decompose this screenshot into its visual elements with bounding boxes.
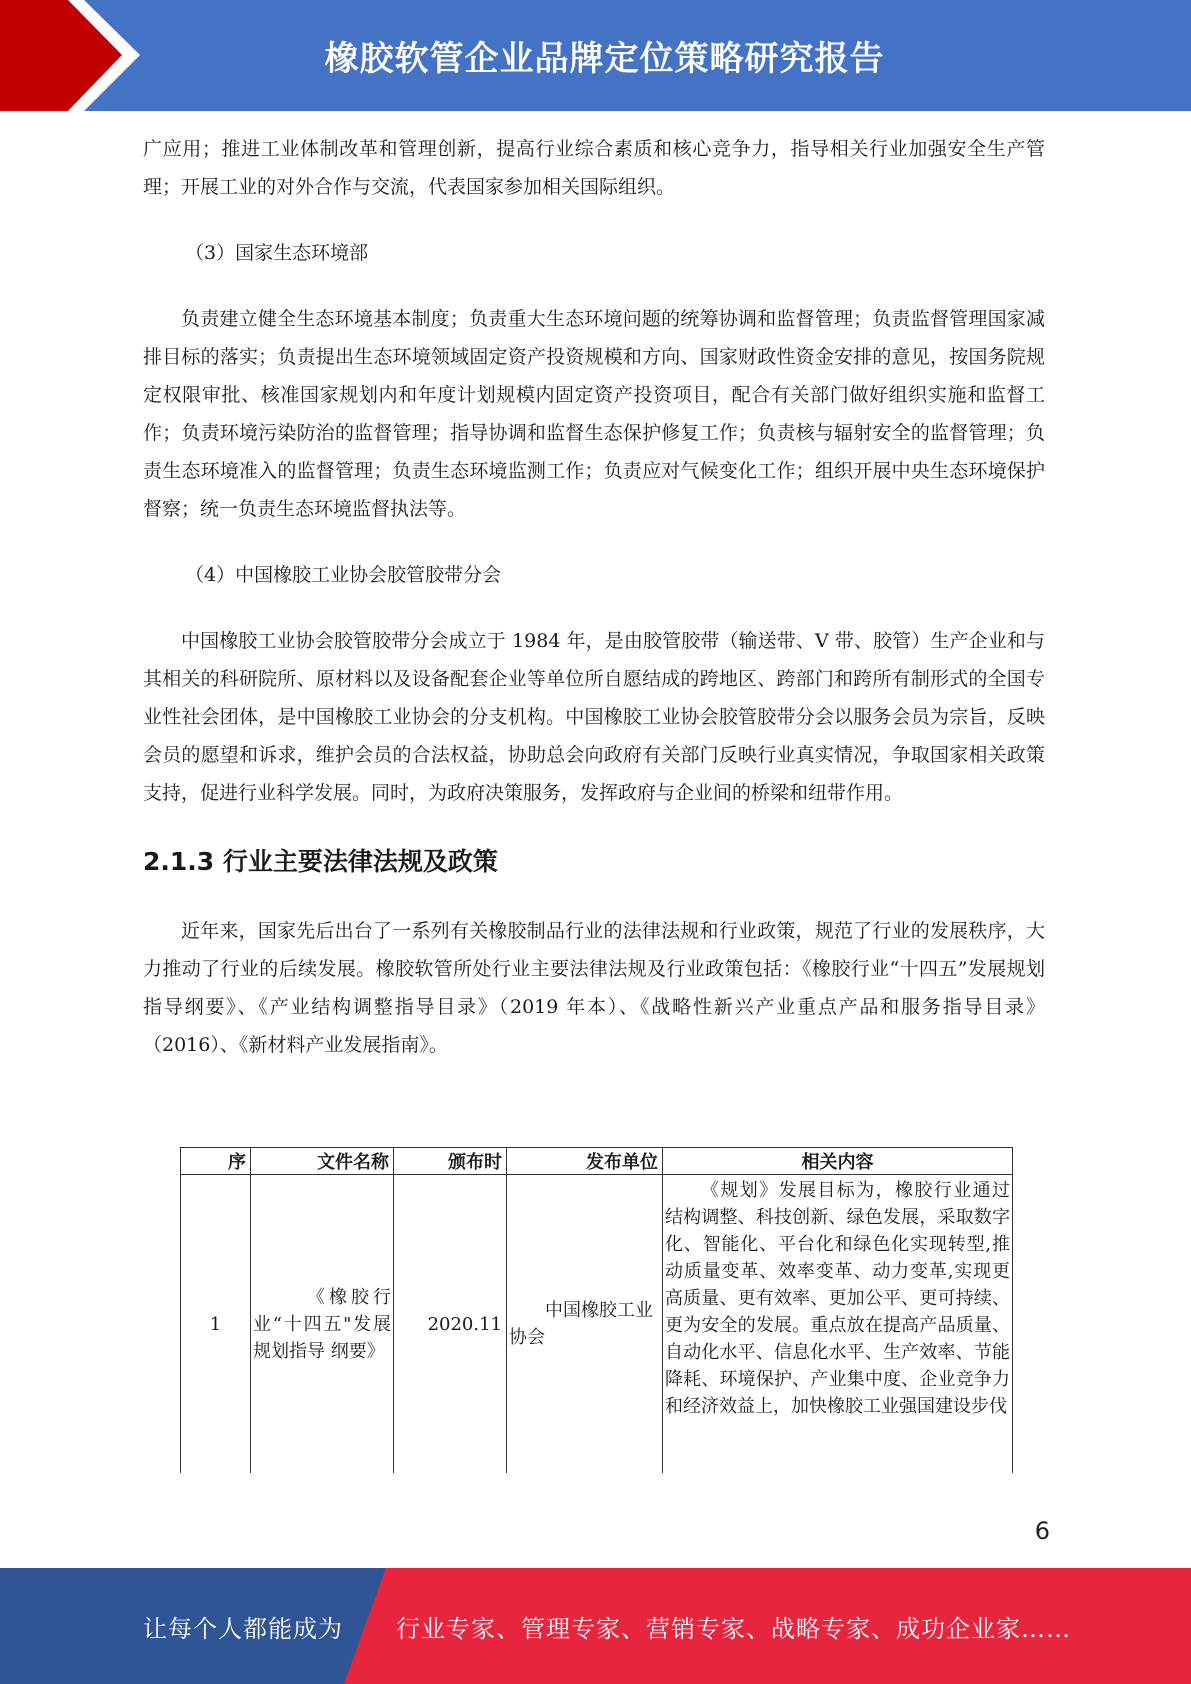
footer-slogan-right: 行业专家、管理专家、营销专家、战略专家、成功企业家…… [396, 1614, 1071, 1643]
cell-document-name: 《橡胶行业“十四五"发展规划指导 纲要》 [251, 1175, 394, 1474]
paragraph-continuation: 广应用；推进工业体制改革和管理创新，提高行业综合素质和核心竞争力，指导相关行业加强安全生产管理；开展工业的对外合作与交流，代表国家参加相关国际组织。 [143, 138, 1045, 198]
page-body [143, 130, 1045, 1064]
subsection-3-title: （3）国家生态环境部 [185, 242, 369, 264]
document-title: 橡胶软管企业品牌定位策略研究报告 [324, 39, 885, 79]
col-header-document-name: 文件名称 [251, 1148, 394, 1175]
policy-table [180, 1147, 1013, 1473]
cell-publisher: 中国橡胶工业 协会 [507, 1175, 663, 1474]
col-header-issue-date: 颁布时 [394, 1148, 507, 1175]
page-footer [0, 1568, 1191, 1684]
page-number: 6 [1034, 1517, 1050, 1545]
subsection-3-paragraph: 负责建立健全生态环境基本制度；负责重大生态环境问题的统筹协调和监督管理；负责监督管理国家减排目标的落实；负责提出生态环境领域固定资产投资规模和方向、国家财政性资金安排的意见，按国务院规定权限审批、核准国家规划内和年度计划规模内固定资产投资项目，配合有关部门做好组织实施和监督工作；负责环境污染防治的监督管理；指导协调和监督生态保护修复工作；负责核与辐射安全的监督管理；负责生态环境准入的监督管理；负责生态环境监测工作；负责应对气候变化工作；组织开展中央生态环境保护督察；统一负责生态环境监督执法等。 [143, 308, 1045, 520]
col-header-content: 相关内容 [663, 1148, 1013, 1175]
cell-number: 1 [181, 1175, 251, 1474]
col-header-number: 序 [181, 1148, 251, 1175]
cell-content: 《规划》发展目标为，橡胶行业通过 结构调整、科技创新、绿色发展，采取数字化、智能化、平台化和绿色化实现转型,推动质量变革、效率变革、动力变革,实现更高质量、更有效率、更加公平、更可持续、更为安全的发展。重点放在提高产品质量、自动化水平、信息化水平、生产效率、节能降耗、环境保护、产业集中度、企业竞争力和经济效益上，加快橡胶工业强国建设步伐 [663, 1175, 1013, 1474]
page-header [0, 0, 1191, 111]
footer-slogan-left: 让每个人都能成为 [143, 1614, 343, 1643]
subsection-4-title: （4）中国橡胶工业协会胶管胶带分会 [185, 564, 502, 586]
section-paragraph: 近年来，国家先后出台了一系列有关橡胶制品行业的法律法规和行业政策，规范了行业的发展秩序，大力推动了行业的后续发展。橡胶软管所处行业主要法律法规及行业政策包括：《橡胶行业“十四五”发展规划指导纲要》、《产业结构调整指导目录》（2019 年本）、《战略性新兴产业重点产品和服务指导目录》（2016）、《新材料产业发展指南》。 [143, 920, 1045, 1056]
table-row [181, 1175, 1013, 1474]
section-heading: 2.1.3 行业主要法律法规及政策 [143, 847, 498, 876]
col-header-publisher: 发布单位 [507, 1148, 663, 1175]
table-header-row [181, 1148, 1013, 1175]
cell-issue-date: 2020.11 [394, 1175, 507, 1474]
subsection-4-paragraph: 中国橡胶工业协会胶管胶带分会成立于 1984 年，是由胶管胶带（输送带、V 带、胶管）生产企业和与其相关的科研院所、原材料以及设备配套企业等单位所自愿结成的跨地区、跨部门和跨所有制形式的全国专业性社会团体，是中国橡胶工业协会的分支机构。中国橡胶工业协会胶管胶带分会以服务会员为宗旨，反映会员的愿望和诉求，维护会员的合法权益，协助总会向政府有关部门反映行业真实情况，争取国家相关政策支持，促进行业科学发展。同时，为政府决策服务，发挥政府与企业间的桥梁和纽带作用。 [143, 630, 1045, 804]
